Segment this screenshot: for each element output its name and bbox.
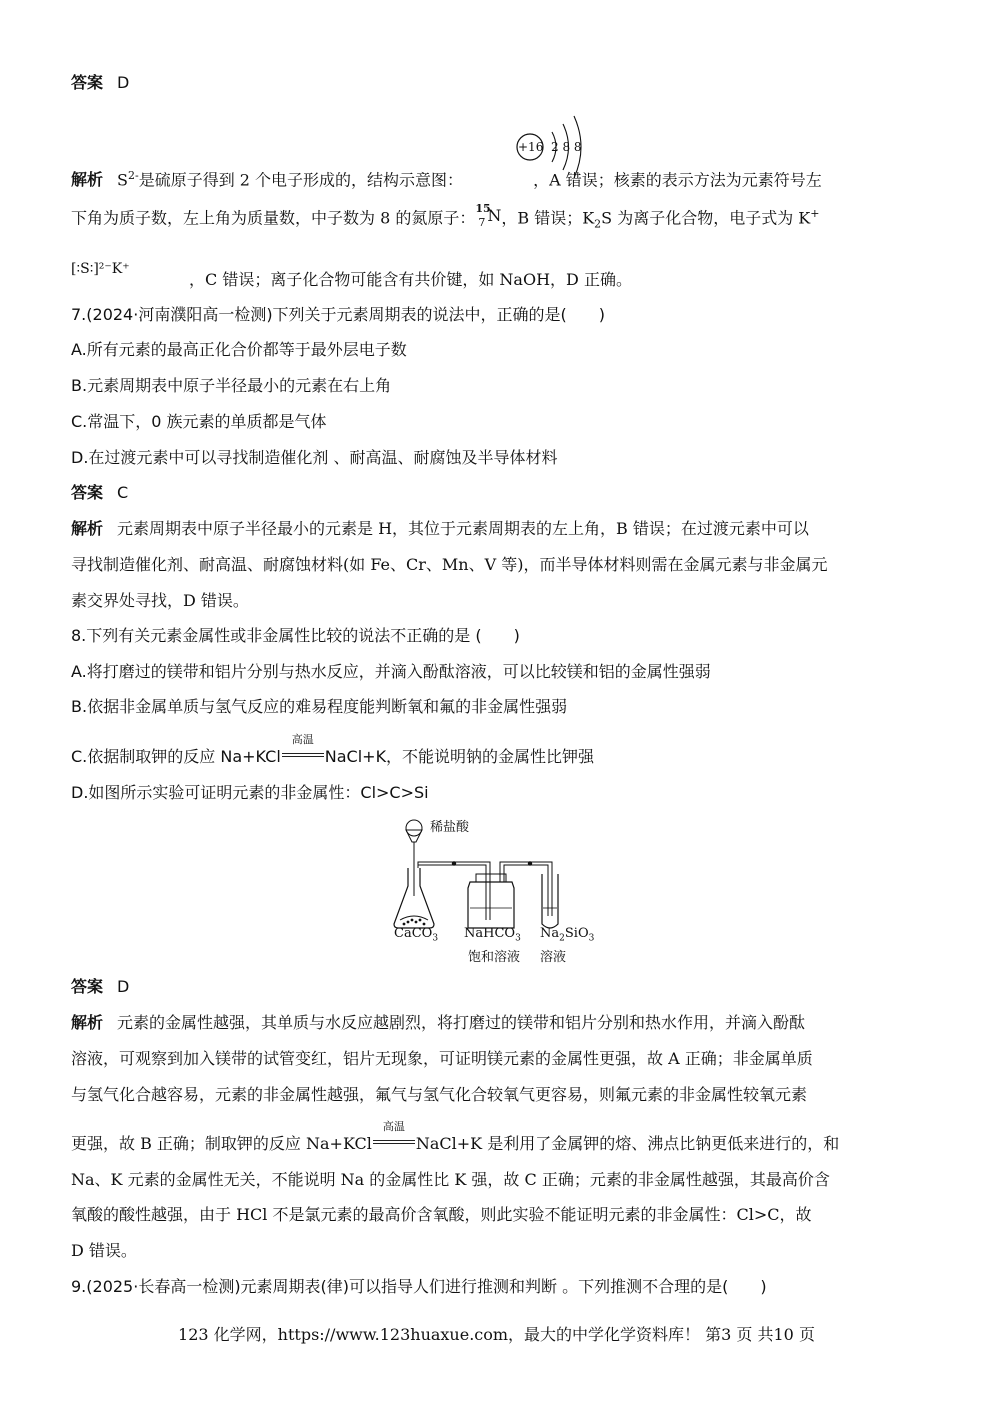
reaction-arrow: 高温 — [373, 1135, 415, 1149]
bottle-label: NaHCO$_3$ — [464, 926, 521, 944]
experiment-apparatus-figure — [390, 816, 610, 966]
atom-shell-electrons: 2 8 8 — [551, 140, 582, 154]
q7-option-c: C.常温下，0 族元素的单质都是气体 — [71, 412, 327, 431]
q8-option-b: B.依据非金属单质与氢气反应的难易程度能判断氧和氟的非金属性强弱 — [71, 697, 568, 716]
q8-analysis-line7: D 错误。 — [71, 1241, 137, 1260]
bottle-label-2: 饱和溶液 — [468, 950, 521, 965]
q9-stem: 9.(2025·长春高一检测)元素周期表(律)可以指导人们进行推测和判断 。下列推测不合理的是( ) — [71, 1277, 767, 1296]
atom-nucleus-charge: +16 — [518, 140, 544, 154]
tube-label-2: 溶液 — [540, 950, 567, 965]
answer-value: D — [117, 73, 130, 92]
q6-analysis-line2: 下角为质子数，左上角为质量数，中子数为 8 的氮原子： 15 7 N ，B 错误；$K_2S$ 为离子化合物，电子式为 K+ — [71, 202, 820, 231]
q8-option-c: C.依据制取钾的反应 Na+KCl 高温 NaCl+K，不能说明钠的金属性比钾强 — [71, 733, 595, 766]
q8-analysis-line5: Na、K 元素的金属性无关，不能说明 Na 的金属性比 K 强，故 C 正确；元素的非金属性越强，其最高价含 — [71, 1170, 830, 1189]
q8-analysis-line4: 更强，故 B 正确；制取钾的反应 Na+KCl 高温 NaCl+K 是利用了金属钾的熔、沸点比钠更低来进行的，和 — [71, 1120, 840, 1153]
q6-answer — [71, 72, 129, 94]
q8-answer: 答案 D — [71, 977, 130, 996]
q7-analysis-line2: 寻找制造催化剂、耐高温、耐腐蚀材料(如 Fe、Cr、Mn、V 等)，而半导体材料则需在金属元素与非金属元 — [71, 555, 828, 574]
electron-formula: [∶S∶]²⁻K⁺ — [71, 261, 130, 277]
q6-analysis-line1: 解析 $S^{2-}$是硫原子得到 2 个电子形成的，结构示意图： ，A 错误；核素的表示方法为元素符号左 — [71, 169, 822, 190]
q7-option-a: A.所有元素的最高正化合价都等于最外层电子数 — [71, 340, 407, 359]
q8-option-d: D.如图所示实验可证明元素的非金属性：Cl>C>Si — [71, 783, 429, 802]
nuclide-notation: 15 7 N — [475, 202, 502, 230]
q6-analysis-line3: [∶S∶]²⁻K⁺，C 错误；离子化合物可能含有共价键，如 NaOH，D 正确。 — [71, 269, 632, 292]
q8-option-a: A.将打磨过的镁带和铝片分别与热水反应，并滴入酚酞溶液，可以比较镁和铝的金属性强弱 — [71, 662, 711, 681]
reaction-arrow: 高温 — [282, 748, 324, 762]
q7-analysis-line3: 素交界处寻找，D 错误。 — [71, 591, 249, 610]
q7-option-d: D.在过渡元素中可以寻找制造催化剂 、耐高温、耐腐蚀及半导体材料 — [71, 448, 558, 467]
answer-label: 答案 — [71, 73, 104, 92]
q8-analysis-line6: 氧酸的酸性越强，由于 HCl 不是氯元素的最高价含氧酸，则此实验不能证明元素的非金属性：Cl>C，故 — [71, 1205, 812, 1224]
q8-analysis-line3: 与氢气化合越容易，元素的非金属性越强，氟气与氢气化合较氧气更容易，则氟元素的非金属性较氧元素 — [71, 1085, 808, 1104]
q8-analysis-line2: 溶液，可观察到加入镁带的试管变红，铝片无现象，可证明镁元素的金属性更强，故 A 正确；非金属单质 — [71, 1049, 813, 1068]
q8-stem: 8.下列有关元素金属性或非金属性比较的说法不正确的是 ( ) — [71, 626, 520, 645]
q7-stem: 7.(2024·河南濮阳高一检测)下列关于元素周期表的说法中，正确的是( ) — [71, 305, 606, 324]
page-footer: 123 化学网，https://www.123huaxue.com，最大的中学化学资料库！ 第3 页 共10 页 — [178, 1325, 815, 1344]
q8-analysis-line1: 解析 元素的金属性越强，其单质与水反应越剧烈，将打磨过的镁带和铝片分别和热水作用，并滴入酚酞 — [71, 1013, 806, 1032]
q7-analysis-line1: 解析 元素周期表中原子半径最小的元素是 H，其位于元素周期表的左上角，B 错误；在过渡元素中可以 — [71, 519, 809, 538]
tube-label: $Na_2SiO_3$ — [540, 926, 595, 944]
analysis-label: 解析 — [71, 170, 104, 190]
q7-answer: 答案 C — [71, 483, 129, 502]
acid-label: 稀盐酸 — [430, 820, 470, 835]
flask-label: CaCO$_3$ — [394, 926, 439, 944]
q7-option-b: B.元素周期表中原子半径最小的元素在右上角 — [71, 376, 392, 395]
